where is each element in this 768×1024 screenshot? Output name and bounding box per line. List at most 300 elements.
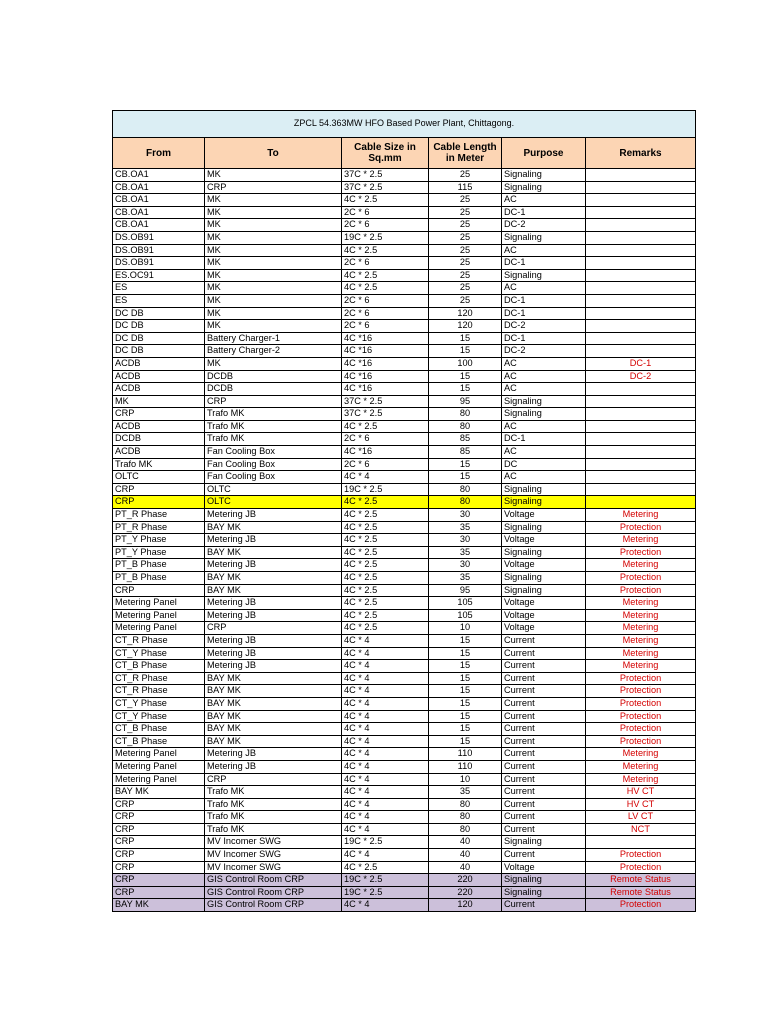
cell-to: DCDB: [205, 383, 342, 396]
cell-to: GIS Control Room CRP: [205, 874, 342, 887]
cell-cable-length: 120: [429, 899, 502, 912]
cell-cable-size: 2C * 6: [342, 433, 429, 446]
cell-remarks: Metering: [586, 559, 696, 572]
cell-cable-length: 15: [429, 697, 502, 710]
cell-to: MK: [205, 294, 342, 307]
cell-to: MK: [205, 219, 342, 232]
cell-to: OLTC: [205, 496, 342, 509]
cell-to: Trafo MK: [205, 823, 342, 836]
cell-cable-size: 2C * 6: [342, 458, 429, 471]
table-row: [113, 710, 696, 723]
cell-from: CT_R Phase: [113, 672, 205, 685]
cell-purpose: Current: [502, 672, 586, 685]
cell-from: ACDB: [113, 357, 205, 370]
cell-purpose: Signaling: [502, 181, 586, 194]
cell-to: Metering JB: [205, 534, 342, 547]
cell-to: MK: [205, 194, 342, 207]
cell-remarks: [586, 244, 696, 257]
table-row: [113, 849, 696, 862]
cell-remarks: [586, 257, 696, 270]
cell-to: CRP: [205, 622, 342, 635]
cell-purpose: Signaling: [502, 521, 586, 534]
cell-to: BAY MK: [205, 584, 342, 597]
cell-cable-size: 4C * 2.5: [342, 572, 429, 585]
cell-purpose: Current: [502, 723, 586, 736]
cell-cable-size: 4C * 2.5: [342, 194, 429, 207]
cell-cable-size: 19C * 2.5: [342, 836, 429, 849]
table-row: [113, 446, 696, 459]
cell-from: Trafo MK: [113, 458, 205, 471]
cell-from: CRP: [113, 584, 205, 597]
cell-cable-length: 15: [429, 332, 502, 345]
cell-remarks: Protection: [586, 697, 696, 710]
table-row: [113, 672, 696, 685]
cell-cable-size: 4C *16: [342, 345, 429, 358]
cell-remarks: Protection: [586, 735, 696, 748]
cell-cable-size: 2C * 6: [342, 219, 429, 232]
cell-from: CRP: [113, 798, 205, 811]
cell-from: DC DB: [113, 345, 205, 358]
cell-remarks: [586, 383, 696, 396]
cell-purpose: Signaling: [502, 572, 586, 585]
table-row: [113, 219, 696, 232]
cell-purpose: Current: [502, 786, 586, 799]
cell-purpose: Current: [502, 748, 586, 761]
cell-purpose: AC: [502, 194, 586, 207]
cell-from: CT_R Phase: [113, 685, 205, 698]
cell-from: ACDB: [113, 383, 205, 396]
table-row: [113, 471, 696, 484]
cell-cable-size: 2C * 6: [342, 307, 429, 320]
table-row: [113, 345, 696, 358]
cell-to: MK: [205, 169, 342, 182]
cell-purpose: AC: [502, 420, 586, 433]
cell-cable-length: 25: [429, 219, 502, 232]
table-row: [113, 697, 696, 710]
cell-to: BAY MK: [205, 735, 342, 748]
cell-to: Metering JB: [205, 660, 342, 673]
cell-to: MV Incomer SWG: [205, 849, 342, 862]
cell-cable-length: 35: [429, 786, 502, 799]
cell-purpose: Voltage: [502, 609, 586, 622]
cell-remarks: [586, 219, 696, 232]
table-body: [113, 169, 696, 912]
cell-purpose: DC: [502, 458, 586, 471]
cell-purpose: DC-1: [502, 307, 586, 320]
cell-remarks: [586, 231, 696, 244]
cell-remarks: [586, 408, 696, 421]
cell-remarks: Metering: [586, 660, 696, 673]
cell-remarks: Protection: [586, 685, 696, 698]
table-row: [113, 181, 696, 194]
cell-to: MK: [205, 269, 342, 282]
cell-remarks: Protection: [586, 521, 696, 534]
cell-cable-length: 85: [429, 446, 502, 459]
cell-from: CRP: [113, 861, 205, 874]
cell-cable-length: 30: [429, 509, 502, 522]
cell-remarks: Metering: [586, 597, 696, 610]
cell-purpose: Current: [502, 849, 586, 862]
table-row: [113, 370, 696, 383]
cell-cable-size: 19C * 2.5: [342, 231, 429, 244]
cell-remarks: Remote Status: [586, 874, 696, 887]
cell-remarks: [586, 446, 696, 459]
cell-cable-length: 30: [429, 559, 502, 572]
cell-cable-size: 4C * 4: [342, 647, 429, 660]
table-row: [113, 811, 696, 824]
cell-purpose: DC-1: [502, 332, 586, 345]
cell-cable-length: 15: [429, 634, 502, 647]
header-to: To: [205, 138, 342, 169]
table-row: [113, 408, 696, 421]
cell-cable-length: 80: [429, 798, 502, 811]
cell-cable-length: 35: [429, 572, 502, 585]
cell-purpose: Current: [502, 798, 586, 811]
cell-cable-size: 4C *16: [342, 383, 429, 396]
table-row: [113, 559, 696, 572]
cell-purpose: Signaling: [502, 496, 586, 509]
table-row: [113, 886, 696, 899]
cell-from: DC DB: [113, 307, 205, 320]
cell-purpose: Signaling: [502, 836, 586, 849]
cell-cable-size: 4C * 2.5: [342, 609, 429, 622]
cell-from: DS.OB91: [113, 257, 205, 270]
cell-to: Metering JB: [205, 509, 342, 522]
cell-to: BAY MK: [205, 572, 342, 585]
cell-cable-size: 4C * 4: [342, 685, 429, 698]
cell-cable-length: 15: [429, 685, 502, 698]
cell-remarks: [586, 836, 696, 849]
table-row: [113, 332, 696, 345]
cell-cable-length: 80: [429, 823, 502, 836]
cell-cable-size: 4C *16: [342, 446, 429, 459]
table-row: [113, 634, 696, 647]
cell-to: Battery Charger-1: [205, 332, 342, 345]
cell-from: CB.OA1: [113, 194, 205, 207]
table-row: [113, 458, 696, 471]
cell-cable-length: 220: [429, 874, 502, 887]
cell-from: CRP: [113, 874, 205, 887]
cell-from: ES: [113, 294, 205, 307]
cell-purpose: Current: [502, 735, 586, 748]
header-cable-size: Cable Size in Sq.mm: [342, 138, 429, 169]
cell-from: Metering Panel: [113, 748, 205, 761]
cell-cable-size: 4C * 4: [342, 723, 429, 736]
cell-remarks: [586, 282, 696, 295]
cell-remarks: [586, 181, 696, 194]
cell-remarks: Metering: [586, 634, 696, 647]
cell-cable-size: 2C * 6: [342, 320, 429, 333]
cell-from: ACDB: [113, 420, 205, 433]
cell-from: DS.OB91: [113, 231, 205, 244]
cell-purpose: Voltage: [502, 861, 586, 874]
table-row: [113, 383, 696, 396]
cell-to: MV Incomer SWG: [205, 836, 342, 849]
table-row: [113, 786, 696, 799]
cell-cable-size: 4C *16: [342, 332, 429, 345]
cell-cable-size: 4C * 2.5: [342, 861, 429, 874]
cell-from: DC DB: [113, 332, 205, 345]
table-row: [113, 194, 696, 207]
cell-cable-length: 35: [429, 546, 502, 559]
cell-purpose: AC: [502, 471, 586, 484]
cell-cable-size: 4C * 2.5: [342, 420, 429, 433]
cell-cable-length: 15: [429, 672, 502, 685]
cell-cable-size: 19C * 2.5: [342, 483, 429, 496]
cell-to: Trafo MK: [205, 798, 342, 811]
table-row: [113, 622, 696, 635]
cell-to: MK: [205, 307, 342, 320]
cell-cable-size: 4C * 2.5: [342, 282, 429, 295]
cell-purpose: DC-2: [502, 320, 586, 333]
cell-remarks: Metering: [586, 748, 696, 761]
cell-to: Trafo MK: [205, 811, 342, 824]
cell-purpose: Current: [502, 685, 586, 698]
cell-purpose: Current: [502, 811, 586, 824]
cell-cable-length: 15: [429, 471, 502, 484]
cell-purpose: Current: [502, 634, 586, 647]
table-row: [113, 735, 696, 748]
cell-purpose: Current: [502, 760, 586, 773]
cell-cable-length: 40: [429, 861, 502, 874]
header-cable-length: Cable Length in Meter: [429, 138, 502, 169]
cell-purpose: Voltage: [502, 509, 586, 522]
cell-cable-size: 4C * 4: [342, 760, 429, 773]
table-row: [113, 433, 696, 446]
cell-cable-length: 105: [429, 597, 502, 610]
cell-to: Trafo MK: [205, 786, 342, 799]
cell-cable-size: 37C * 2.5: [342, 408, 429, 421]
cell-remarks: [586, 320, 696, 333]
table-row: [113, 823, 696, 836]
cell-remarks: DC-1: [586, 357, 696, 370]
cell-cable-size: 19C * 2.5: [342, 886, 429, 899]
cell-cable-length: 15: [429, 660, 502, 673]
table-row: [113, 206, 696, 219]
cell-remarks: Metering: [586, 760, 696, 773]
cell-from: CRP: [113, 836, 205, 849]
cell-to: Metering JB: [205, 760, 342, 773]
cell-from: CT_Y Phase: [113, 647, 205, 660]
cell-remarks: Protection: [586, 861, 696, 874]
cell-cable-length: 220: [429, 886, 502, 899]
cell-cable-length: 15: [429, 383, 502, 396]
cell-purpose: AC: [502, 357, 586, 370]
cell-cable-length: 120: [429, 307, 502, 320]
cell-cable-length: 10: [429, 773, 502, 786]
cell-purpose: DC-1: [502, 257, 586, 270]
cell-purpose: Voltage: [502, 597, 586, 610]
cell-remarks: Protection: [586, 546, 696, 559]
cell-remarks: HV CT: [586, 798, 696, 811]
cell-remarks: [586, 269, 696, 282]
cell-from: Metering Panel: [113, 609, 205, 622]
cell-from: ACDB: [113, 446, 205, 459]
cell-purpose: Signaling: [502, 231, 586, 244]
cell-cable-length: 115: [429, 181, 502, 194]
cell-to: MK: [205, 244, 342, 257]
cell-purpose: Current: [502, 773, 586, 786]
cell-remarks: Protection: [586, 723, 696, 736]
cell-cable-size: 37C * 2.5: [342, 181, 429, 194]
cell-cable-length: 95: [429, 395, 502, 408]
cell-to: BAY MK: [205, 710, 342, 723]
cell-purpose: Current: [502, 697, 586, 710]
cell-cable-size: 4C *16: [342, 370, 429, 383]
cell-to: Metering JB: [205, 597, 342, 610]
cell-from: BAY MK: [113, 786, 205, 799]
cell-cable-size: 37C * 2.5: [342, 395, 429, 408]
cell-remarks: HV CT: [586, 786, 696, 799]
cell-purpose: AC: [502, 244, 586, 257]
table-row: [113, 320, 696, 333]
cell-to: CRP: [205, 181, 342, 194]
cell-cable-size: 4C * 4: [342, 697, 429, 710]
table-row: [113, 231, 696, 244]
cell-to: Metering JB: [205, 559, 342, 572]
cell-purpose: Voltage: [502, 622, 586, 635]
cell-to: Trafo MK: [205, 408, 342, 421]
cell-from: CB.OA1: [113, 219, 205, 232]
cell-to: BAY MK: [205, 723, 342, 736]
cell-remarks: Metering: [586, 534, 696, 547]
cell-purpose: DC-2: [502, 219, 586, 232]
cell-remarks: [586, 496, 696, 509]
cell-from: BAY MK: [113, 899, 205, 912]
cell-cable-size: 4C * 2.5: [342, 622, 429, 635]
cell-remarks: Protection: [586, 849, 696, 862]
table-row: [113, 874, 696, 887]
cell-remarks: [586, 345, 696, 358]
cell-from: CB.OA1: [113, 181, 205, 194]
table-row: [113, 584, 696, 597]
header-remarks: Remarks: [586, 138, 696, 169]
cell-from: PT_R Phase: [113, 521, 205, 534]
cell-cable-size: 4C * 2.5: [342, 244, 429, 257]
cell-from: CRP: [113, 823, 205, 836]
cell-cable-length: 25: [429, 169, 502, 182]
cell-remarks: Protection: [586, 899, 696, 912]
cell-remarks: [586, 194, 696, 207]
cell-cable-length: 15: [429, 710, 502, 723]
cell-cable-size: 4C * 4: [342, 672, 429, 685]
cell-purpose: Current: [502, 660, 586, 673]
header-purpose: Purpose: [502, 138, 586, 169]
cell-from: CT_B Phase: [113, 660, 205, 673]
cell-remarks: [586, 294, 696, 307]
cell-purpose: Signaling: [502, 395, 586, 408]
cell-cable-length: 40: [429, 836, 502, 849]
cell-cable-size: 2C * 6: [342, 294, 429, 307]
table-row: [113, 798, 696, 811]
cell-to: Metering JB: [205, 748, 342, 761]
cell-cable-size: 4C * 2.5: [342, 509, 429, 522]
cell-cable-size: 4C * 4: [342, 786, 429, 799]
cell-from: CRP: [113, 408, 205, 421]
cell-to: BAY MK: [205, 546, 342, 559]
cell-from: CT_Y Phase: [113, 710, 205, 723]
cell-cable-length: 80: [429, 811, 502, 824]
cell-cable-size: 4C * 4: [342, 660, 429, 673]
cell-to: MK: [205, 206, 342, 219]
cell-cable-size: 4C * 2.5: [342, 597, 429, 610]
table-row: [113, 169, 696, 182]
cell-cable-length: 80: [429, 496, 502, 509]
cell-from: CB.OA1: [113, 169, 205, 182]
cell-cable-size: 2C * 6: [342, 206, 429, 219]
cell-purpose: Signaling: [502, 584, 586, 597]
cell-cable-length: 35: [429, 521, 502, 534]
cell-to: Metering JB: [205, 634, 342, 647]
cell-purpose: DC-2: [502, 345, 586, 358]
cell-purpose: Signaling: [502, 546, 586, 559]
cell-purpose: AC: [502, 282, 586, 295]
cell-cable-size: 4C * 4: [342, 773, 429, 786]
table-row: [113, 773, 696, 786]
table-row: [113, 760, 696, 773]
cell-remarks: Metering: [586, 609, 696, 622]
cell-purpose: Signaling: [502, 483, 586, 496]
cell-cable-size: 37C * 2.5: [342, 169, 429, 182]
cell-purpose: Current: [502, 710, 586, 723]
cell-to: Fan Cooling Box: [205, 446, 342, 459]
cell-remarks: Metering: [586, 773, 696, 786]
cell-cable-length: 15: [429, 723, 502, 736]
cell-to: BAY MK: [205, 672, 342, 685]
cell-cable-size: 4C * 4: [342, 811, 429, 824]
cell-remarks: LV CT: [586, 811, 696, 824]
table-row: [113, 685, 696, 698]
cell-remarks: [586, 332, 696, 345]
cell-remarks: [586, 471, 696, 484]
cell-to: CRP: [205, 395, 342, 408]
table-row: [113, 836, 696, 849]
table-row: [113, 899, 696, 912]
cell-remarks: DC-2: [586, 370, 696, 383]
cell-from: PT_Y Phase: [113, 546, 205, 559]
table-row: [113, 282, 696, 295]
cell-purpose: Current: [502, 899, 586, 912]
cell-to: Fan Cooling Box: [205, 458, 342, 471]
cell-to: MV Incomer SWG: [205, 861, 342, 874]
cell-purpose: DC-1: [502, 206, 586, 219]
cell-from: CRP: [113, 811, 205, 824]
cell-to: MK: [205, 357, 342, 370]
table-row: [113, 546, 696, 559]
cell-purpose: DC-1: [502, 433, 586, 446]
cell-from: Metering Panel: [113, 597, 205, 610]
cell-to: MK: [205, 282, 342, 295]
cell-cable-length: 25: [429, 194, 502, 207]
cell-cable-length: 15: [429, 345, 502, 358]
sheet-title: ZPCL 54.363MW HFO Based Power Plant, Chittagong.: [113, 111, 696, 138]
cell-from: DS.OB91: [113, 244, 205, 257]
cell-to: Fan Cooling Box: [205, 471, 342, 484]
cell-cable-length: 100: [429, 357, 502, 370]
cell-purpose: Signaling: [502, 269, 586, 282]
cell-to: DCDB: [205, 370, 342, 383]
cell-cable-length: 105: [429, 609, 502, 622]
cell-to: MK: [205, 231, 342, 244]
cell-from: Metering Panel: [113, 622, 205, 635]
cell-remarks: [586, 169, 696, 182]
cell-from: ES.OC91: [113, 269, 205, 282]
cell-cable-length: 85: [429, 433, 502, 446]
cell-remarks: Protection: [586, 710, 696, 723]
cell-cable-length: 110: [429, 748, 502, 761]
cell-to: MK: [205, 257, 342, 270]
cell-to: Trafo MK: [205, 433, 342, 446]
